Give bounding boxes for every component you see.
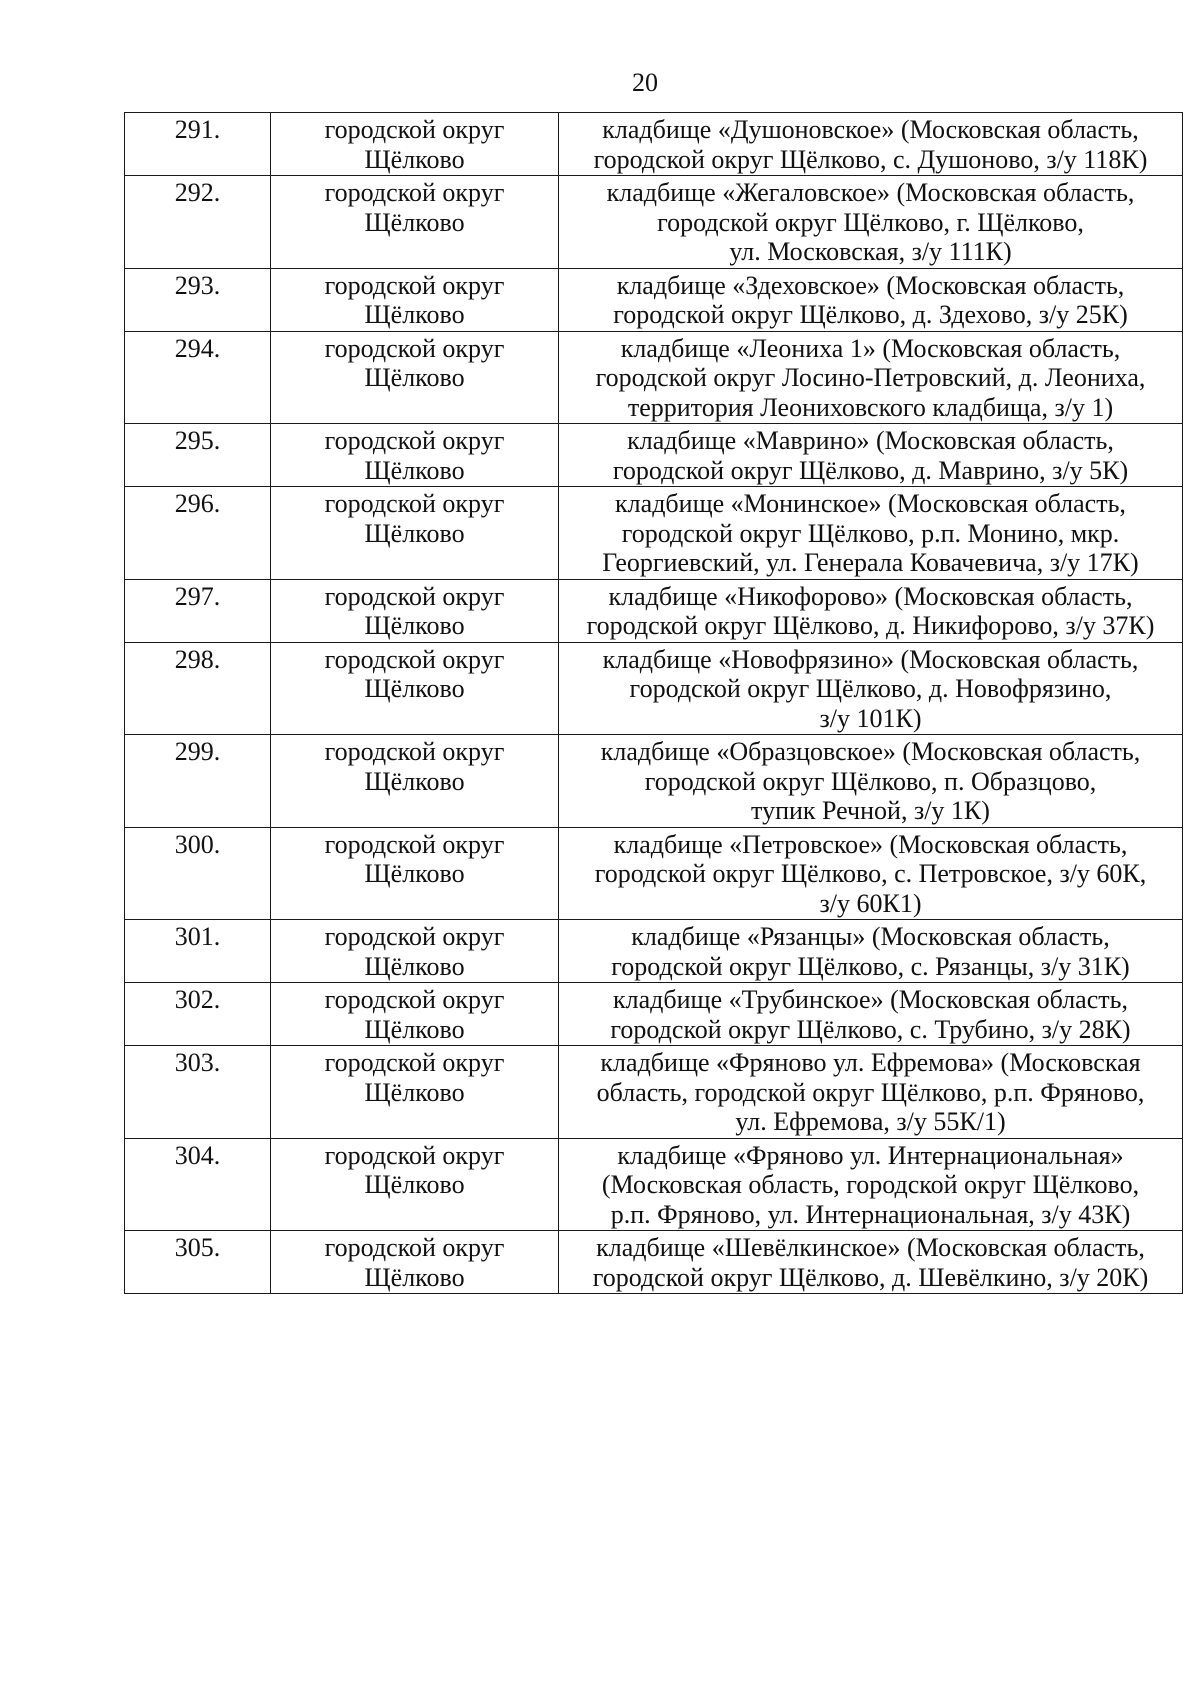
municipality-line: Щёлково — [364, 1077, 465, 1107]
municipality-cell — [271, 176, 559, 269]
municipality-cell — [271, 642, 559, 735]
row-number: 296. — [125, 487, 271, 580]
municipality-line: Щёлково — [364, 363, 465, 392]
description-line: кладбище «Фряново ул. Интернациональная» — [617, 1140, 1124, 1170]
description-line: городской округ Щёлково, г. Щёлково, — [657, 207, 1084, 237]
municipality-line: Щёлково — [364, 674, 465, 703]
row-number: 300. — [125, 827, 271, 920]
description-line: кладбище «Монинское» (Московская область, — [615, 489, 1126, 518]
description-line: тупик Речной, з/у 1К) — [751, 796, 990, 825]
row-number: 294. — [125, 331, 271, 424]
description-line: кладбище «Трубинское» (Московская область, — [613, 985, 1128, 1014]
table-row — [125, 424, 1183, 487]
table-row — [125, 735, 1183, 828]
municipality-line: Щёлково — [364, 1170, 465, 1199]
municipality-line: Щёлково — [364, 207, 465, 237]
table-row — [125, 642, 1183, 735]
cemetery-description-cell — [559, 920, 1183, 983]
description-line: кладбище «Здеховское» (Московская область, — [616, 270, 1125, 300]
municipality-cell — [271, 424, 559, 487]
description-line: Георгиевский, ул. Генерала Ковачевича, з/у 17К) — [602, 548, 1139, 577]
description-line: кладбище «Маврино» (Московская область, — [627, 426, 1114, 455]
description-line: кладбище «Леониха 1» (Московская область, — [620, 333, 1121, 363]
row-number: 297. — [125, 579, 271, 642]
description-line: городской округ Щёлково, д. Шевёлкино, з/у 20К) — [592, 1262, 1149, 1292]
cemetery-description-cell — [559, 735, 1183, 828]
cemetery-description-cell — [559, 268, 1183, 331]
row-number: 293. — [125, 268, 271, 331]
table-row — [125, 1046, 1183, 1139]
municipality-line: городской округ — [324, 333, 505, 363]
table-row — [125, 487, 1183, 580]
description-line: городской округ Щёлково, п. Образцово, — [644, 766, 1097, 796]
municipality-line: городской округ — [324, 922, 505, 951]
row-number: 291. — [125, 113, 271, 176]
municipality-line: Щёлково — [364, 144, 465, 174]
municipality-cell — [271, 983, 559, 1046]
cemetery-description-cell — [559, 1046, 1183, 1139]
table-row — [125, 827, 1183, 920]
municipality-line: городской округ — [324, 115, 505, 144]
description-line: ул. Ефремова, з/у 55К/1) — [735, 1107, 1006, 1136]
table-row — [125, 176, 1183, 269]
cemetery-description-cell — [559, 487, 1183, 580]
row-number: 292. — [125, 176, 271, 269]
table-row — [125, 268, 1183, 331]
municipality-line: городской округ — [324, 985, 505, 1014]
municipality-line: городской округ — [324, 489, 505, 518]
description-line: (Московская область, городской округ Щёлково, — [601, 1170, 1140, 1199]
municipality-line: Щёлково — [364, 518, 465, 548]
description-line: з/у 60К1) — [819, 888, 922, 918]
municipality-line: Щёлково — [364, 300, 465, 329]
description-line: городской округ Щёлково, р.п. Монино, мкр. — [621, 518, 1120, 548]
table-row — [125, 920, 1183, 983]
description-line: городской округ Щёлково, с. Рязанцы, з/у 31К) — [611, 951, 1130, 981]
cemetery-description-cell — [559, 579, 1183, 642]
municipality-cell — [271, 735, 559, 828]
registry-table-body — [125, 113, 1183, 1294]
description-line: городской округ Щёлково, с. Петровское, з/у 60К, — [594, 859, 1147, 888]
description-line: з/у 101К) — [819, 703, 922, 733]
description-line: ул. Московская, з/у 111К) — [729, 237, 1012, 266]
municipality-line: городской округ — [324, 1233, 505, 1262]
municipality-line: городской округ — [324, 178, 505, 207]
description-line: кладбище «Новофрязино» (Московская область, — [602, 644, 1139, 674]
page-number: 20 — [632, 68, 658, 97]
description-line: городской округ Лосино-Петровский, д. Леониха, — [595, 363, 1146, 392]
table-row — [125, 983, 1183, 1046]
row-number: 298. — [125, 642, 271, 735]
municipality-line: городской округ — [324, 426, 505, 455]
description-line: кладбище «Шевёлкинское» (Московская область, — [596, 1233, 1145, 1262]
municipality-cell — [271, 487, 559, 580]
description-line: кладбище «Душоновское» (Московская область, — [602, 115, 1139, 144]
description-line: кладбище «Фряново ул. Ефремова» (Московская — [600, 1048, 1141, 1077]
cemetery-description-cell — [559, 1231, 1183, 1294]
cemetery-description-cell — [559, 983, 1183, 1046]
description-line: городской округ Щёлково, с. Трубино, з/у 28К) — [610, 1014, 1131, 1044]
municipality-line: городской округ — [324, 644, 505, 674]
description-line: область, городской округ Щёлково, р.п. Фряново, — [596, 1077, 1145, 1107]
row-number: 299. — [125, 735, 271, 828]
description-line: кладбище «Рязанцы» (Московская область, — [631, 922, 1110, 951]
cemetery-description-cell — [559, 827, 1183, 920]
description-line: городской округ Щёлково, д. Маврино, з/у 5К) — [612, 455, 1129, 485]
row-number: 305. — [125, 1231, 271, 1294]
municipality-cell — [271, 1046, 559, 1139]
municipality-line: городской округ — [324, 1048, 505, 1077]
municipality-cell — [271, 920, 559, 983]
description-line: кладбище «Образцовское» (Московская область, — [600, 737, 1141, 766]
description-line: городской округ Щёлково, д. Никифорово, з/у 37К) — [586, 611, 1155, 640]
municipality-line: городской округ — [324, 1140, 505, 1170]
municipality-line: Щёлково — [364, 611, 465, 640]
table-row — [125, 579, 1183, 642]
municipality-line: Щёлково — [364, 1262, 465, 1292]
municipality-cell — [271, 827, 559, 920]
municipality-line: городской округ — [324, 270, 505, 300]
row-number: 303. — [125, 1046, 271, 1139]
municipality-line: Щёлково — [364, 1014, 465, 1044]
municipality-line: Щёлково — [364, 766, 465, 796]
table-row — [125, 113, 1183, 176]
cemetery-description-cell — [559, 424, 1183, 487]
municipality-cell — [271, 331, 559, 424]
row-number: 302. — [125, 983, 271, 1046]
description-line: кладбище «Никофорово» (Московская область, — [608, 581, 1133, 611]
description-line: городской округ Щёлково, д. Новофрязино, — [629, 674, 1112, 703]
municipality-line: Щёлково — [364, 455, 465, 485]
description-line: городской округ Щёлково, с. Душоново, з/у 118К) — [593, 144, 1148, 174]
municipality-cell — [271, 268, 559, 331]
table-row — [125, 1231, 1183, 1294]
municipality-line: Щёлково — [364, 859, 465, 888]
municipality-line: городской округ — [324, 737, 505, 766]
description-line: территория Леониховского кладбища, з/у 1) — [627, 392, 1114, 422]
municipality-line: Щёлково — [364, 951, 465, 981]
description-line: городской округ Щёлково, д. Здехово, з/у 25К) — [613, 300, 1128, 329]
cemetery-description-cell — [559, 113, 1183, 176]
municipality-line: городской округ — [324, 581, 505, 611]
municipality-cell — [271, 1231, 559, 1294]
description-line: кладбище «Жегаловское» (Московская область, — [606, 178, 1135, 207]
description-line: кладбище «Петровское» (Московская область, — [613, 829, 1128, 859]
row-number: 295. — [125, 424, 271, 487]
municipality-line: городской округ — [324, 829, 505, 859]
table-row — [125, 1138, 1183, 1231]
row-number: 301. — [125, 920, 271, 983]
cemetery-description-cell — [559, 331, 1183, 424]
cemetery-registry-table — [124, 112, 1183, 1294]
municipality-cell — [271, 1138, 559, 1231]
municipality-cell — [271, 113, 559, 176]
cemetery-description-cell — [559, 1138, 1183, 1231]
row-number: 304. — [125, 1138, 271, 1231]
description-line: р.п. Фряново, ул. Интернациональная, з/у 43К) — [610, 1199, 1131, 1229]
municipality-cell — [271, 579, 559, 642]
table-row — [125, 331, 1183, 424]
cemetery-description-cell — [559, 642, 1183, 735]
cemetery-description-cell — [559, 176, 1183, 269]
